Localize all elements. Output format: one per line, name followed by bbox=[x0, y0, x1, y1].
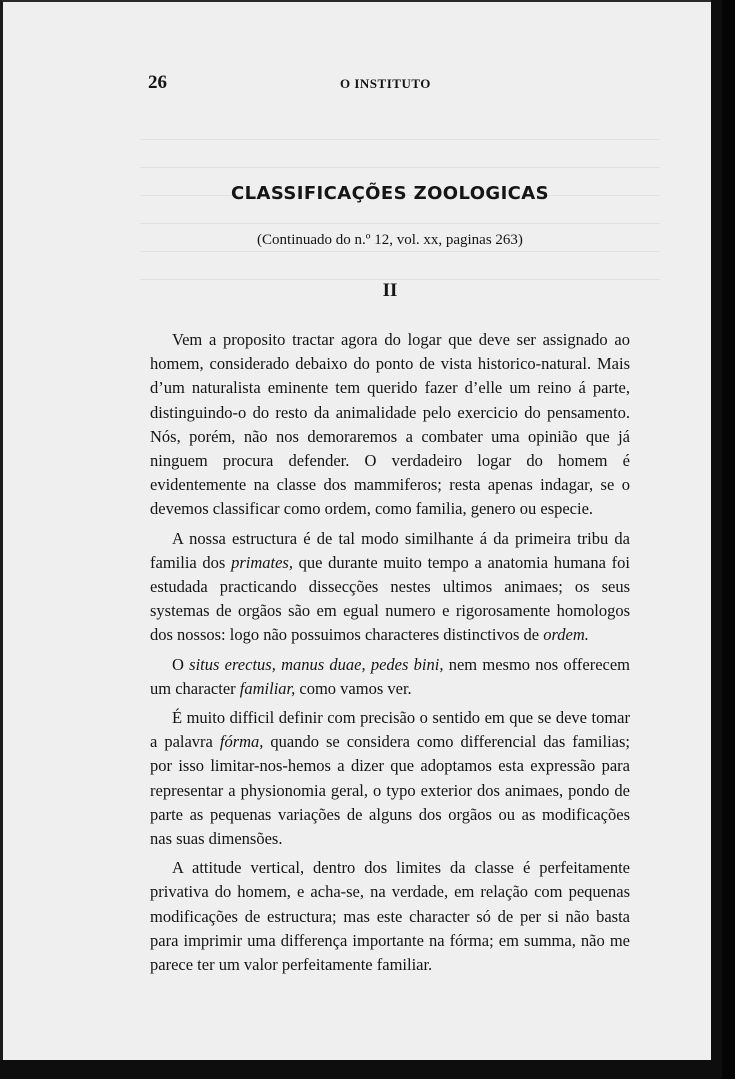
article-title: CLASSIFICAÇÕES ZOOLOGICAS bbox=[231, 183, 549, 204]
italic-text: primates, bbox=[231, 552, 293, 572]
paragraph-text: nem mesmo nos offerecem um character bbox=[150, 654, 630, 698]
paragraph bbox=[150, 527, 630, 648]
page-number: 26 bbox=[148, 72, 167, 93]
paragraph-text: É muito difficil definir com precisão o sentido em que se deve tomar a palavra bbox=[150, 708, 630, 752]
paragraph bbox=[150, 706, 630, 851]
italic-text: ordem. bbox=[543, 625, 589, 645]
article-subtitle: (Continuado do n.º 12, vol. xx, paginas 263) bbox=[257, 232, 523, 248]
paragraph-text: A attitude vertical, dentro dos limites da classe é perfeitamente privativa do homem, e acha-se, na verdade, em relação com pequenas modificações de estructura; mas este character só de per si não basta para imprimir uma differença importante na fórma; em summa, não me parece ter um valor perfeitamente familiar. bbox=[150, 858, 630, 975]
paragraph-text: O bbox=[172, 654, 190, 674]
running-head bbox=[140, 70, 620, 94]
paragraph-text: Vem a proposito tractar agora do logar que deve ser assignado ao homem, considerado debaixo do ponto de vista historico-natural. Mais d’um naturalista eminente tem querido fazer d’elle um reino á parte, distinguindo-o do resto da animalidade pelo exercicio do pensamento. Nós, porém, não nos demoraremos a combater uma opinião que já ninguem procura defender. O verdadeiro logar do homem é evidentemente na classe dos mammiferos; resta apenas indagar, se o devemos classificar como ordem, como familia, genero ou especie. bbox=[150, 330, 630, 519]
paragraph-text: como vamos ver. bbox=[295, 678, 412, 698]
italic-text: familiar, bbox=[239, 678, 296, 698]
italic-text: situs erectus, manus duae, pedes bini, bbox=[189, 654, 444, 674]
paragraph bbox=[150, 328, 630, 522]
paragraph bbox=[150, 653, 630, 701]
italic-text: fórma, bbox=[219, 732, 264, 752]
paragraph-text: quando se considera como differencial das familias; por isso limitar-nos-hemos a dizer que adoptamos esta expressão para representar a physionomia geral, o typo exterior dos animaes, pondo de parte as pequenas variações de alguns dos orgãos ou as modificações nas suas dimensões. bbox=[150, 732, 630, 849]
paragraph-text: A nossa estructura é de tal modo similhante á da primeira tribu da familia dos bbox=[150, 528, 630, 572]
paragraph-text: que durante muito tempo a anatomia humana foi estudada practicando dissecções nestes ultimos animaes; os seus systemas de orgãos são em egual numero e rigorosamente homologos dos nossos: logo não possuimos characteres distinctivos de bbox=[150, 552, 630, 645]
paragraph bbox=[150, 856, 630, 977]
scan-edge bbox=[722, 0, 735, 1079]
body-text bbox=[150, 328, 630, 982]
section-numeral: II bbox=[382, 280, 398, 301]
journal-name: O INSTITUTO bbox=[340, 76, 431, 91]
